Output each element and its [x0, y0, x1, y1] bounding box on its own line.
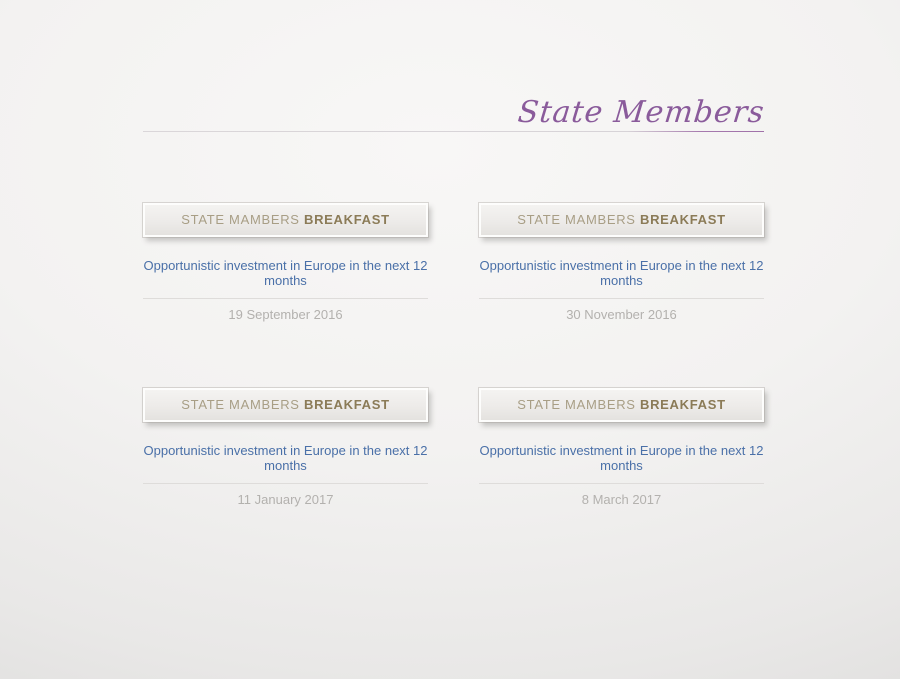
event-title-link[interactable]: Opportunistic investment in Europe in the next 12 months [143, 443, 428, 473]
event-title-link[interactable]: Opportunistic investment in Europe in the next 12 months [143, 258, 428, 288]
event-category-label-bold: BREAKFAST [639, 397, 726, 412]
event-separator [143, 483, 428, 484]
event-date: 19 September 2016 [228, 307, 343, 322]
content-area [143, 0, 764, 679]
event-date: 8 March 2017 [581, 492, 662, 507]
event-category-label: STATE MAMBERS [181, 397, 304, 412]
event-category-label-bold: BREAKFAST [303, 397, 390, 412]
event-category-button[interactable] [479, 388, 764, 422]
event-title-link[interactable]: Opportunistic investment in Europe in the next 12 months [479, 443, 764, 473]
event-separator [143, 298, 428, 299]
event-card [479, 388, 764, 507]
event-separator [479, 298, 764, 299]
event-date: 11 January 2017 [237, 492, 334, 507]
event-category-label: STATE MAMBERS [517, 397, 640, 412]
event-category-label: STATE MAMBERS [517, 212, 640, 227]
event-category-button[interactable] [143, 203, 428, 237]
event-category-label: STATE MAMBERS [181, 212, 304, 227]
page-title: State Members [515, 95, 766, 130]
event-category-button[interactable] [479, 203, 764, 237]
event-category-button[interactable] [143, 388, 428, 422]
event-category-label-bold: BREAKFAST [303, 212, 390, 227]
event-category-label-bold: BREAKFAST [639, 212, 726, 227]
event-card [143, 388, 428, 507]
event-date: 30 November 2016 [566, 307, 677, 322]
event-separator [479, 483, 764, 484]
event-card [143, 203, 428, 322]
event-title-link[interactable]: Opportunistic investment in Europe in the next 12 months [479, 258, 764, 288]
event-card [479, 203, 764, 322]
events-grid [143, 203, 764, 507]
header-divider [143, 131, 764, 132]
